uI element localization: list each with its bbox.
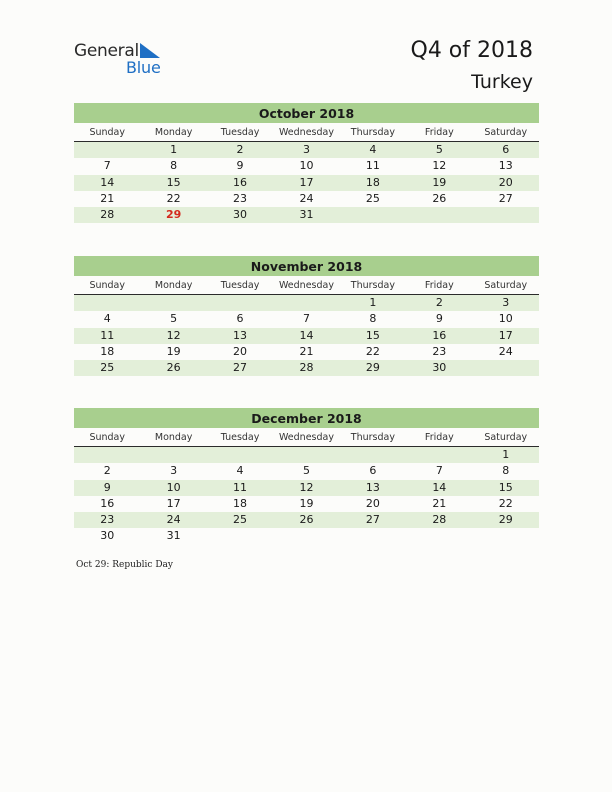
weekday-label: Sunday <box>89 432 125 443</box>
day-cell: 25 <box>365 191 380 205</box>
day-cell: 4 <box>236 464 244 478</box>
weekday-label: Friday <box>424 127 454 138</box>
day-cell: 4 <box>103 312 111 326</box>
day-cell: 2 <box>103 464 111 478</box>
day-cell: 10 <box>299 159 314 173</box>
day-cell: 3 <box>502 296 510 309</box>
weekday-label: Saturday <box>484 432 528 443</box>
month-header: December 2018 <box>74 408 539 428</box>
day-cell: 27 <box>365 513 380 527</box>
month-november <box>74 256 539 376</box>
day-cell: 1 <box>502 448 510 461</box>
day-cell: 29 <box>165 208 182 222</box>
empty-day-cell <box>74 447 140 463</box>
week-row <box>74 328 539 344</box>
weekday-label: Thursday <box>350 280 395 291</box>
week-row <box>74 295 539 311</box>
day-cell: 6 <box>369 464 377 478</box>
empty-day-cell <box>340 528 406 544</box>
empty-day-cell <box>473 360 539 376</box>
day-cell: 3 <box>170 464 178 478</box>
empty-day-cell <box>473 207 539 223</box>
day-cell: 7 <box>435 464 443 478</box>
weekday-label: Sunday <box>89 280 125 291</box>
day-cell: 1 <box>170 143 178 156</box>
day-cell: 23 <box>432 344 447 358</box>
weekday-header-row <box>74 124 539 142</box>
day-cell: 16 <box>100 496 115 510</box>
week-row <box>74 463 539 479</box>
day-cell: 22 <box>365 344 380 358</box>
day-cell: 14 <box>299 328 314 342</box>
empty-day-cell <box>273 447 339 463</box>
day-cell: 9 <box>236 159 244 173</box>
day-cell: 6 <box>236 312 244 326</box>
day-cell: 13 <box>498 159 513 173</box>
empty-day-cell <box>207 295 273 311</box>
empty-day-cell <box>140 295 206 311</box>
week-row <box>74 142 539 158</box>
day-cell: 14 <box>432 480 447 494</box>
day-cell: 1 <box>369 296 377 309</box>
weekday-label: Wednesday <box>278 280 334 291</box>
week-row <box>74 496 539 512</box>
month-october <box>74 103 539 223</box>
day-cell: 15 <box>365 328 380 342</box>
day-cell: 16 <box>233 175 248 189</box>
day-cell: 21 <box>299 344 314 358</box>
day-cell: 7 <box>103 159 111 173</box>
day-cell: 2 <box>435 296 443 309</box>
weekday-header-row <box>74 277 539 295</box>
weekday-header-row <box>74 429 539 447</box>
day-cell: 30 <box>233 208 248 222</box>
day-cell: 15 <box>166 175 181 189</box>
day-cell: 8 <box>170 159 178 173</box>
empty-day-cell <box>273 295 339 311</box>
empty-day-cell <box>273 528 339 544</box>
page-subtitle: Turkey <box>471 71 533 93</box>
day-cell: 18 <box>100 344 115 358</box>
day-cell: 5 <box>170 312 178 326</box>
day-cell: 10 <box>166 480 181 494</box>
day-cell: 2 <box>236 143 244 156</box>
weekday-label: Friday <box>424 280 454 291</box>
week-row <box>74 311 539 327</box>
week-row <box>74 175 539 191</box>
weekday-label: Friday <box>424 432 454 443</box>
empty-day-cell <box>406 207 472 223</box>
day-cell: 14 <box>100 175 115 189</box>
day-cell: 8 <box>369 312 377 326</box>
empty-day-cell <box>340 447 406 463</box>
day-cell: 18 <box>233 496 248 510</box>
day-cell: 23 <box>100 513 115 527</box>
day-cell: 9 <box>435 312 443 326</box>
weekday-label: Wednesday <box>278 127 334 138</box>
weekday-label: Sunday <box>89 127 125 138</box>
empty-day-cell <box>140 447 206 463</box>
day-cell: 19 <box>432 175 447 189</box>
day-cell: 25 <box>100 361 115 375</box>
day-cell: 21 <box>100 191 115 205</box>
month-header: November 2018 <box>74 256 539 276</box>
week-row <box>74 480 539 496</box>
day-cell: 30 <box>100 529 115 543</box>
day-cell: 24 <box>498 344 513 358</box>
week-row <box>74 158 539 174</box>
logo-triangle-icon <box>140 43 162 59</box>
day-cell: 10 <box>498 312 513 326</box>
day-cell: 23 <box>233 191 248 205</box>
week-row <box>74 207 539 223</box>
day-cell: 4 <box>369 143 377 156</box>
day-cell: 11 <box>100 328 115 342</box>
empty-day-cell <box>74 142 140 158</box>
month-header: October 2018 <box>74 103 539 123</box>
day-cell: 8 <box>502 464 510 478</box>
weekday-label: Monday <box>154 127 193 138</box>
day-cell: 17 <box>166 496 181 510</box>
day-cell: 6 <box>502 143 510 156</box>
day-cell: 16 <box>432 328 447 342</box>
day-cell: 19 <box>166 344 181 358</box>
empty-day-cell <box>74 295 140 311</box>
day-cell: 24 <box>299 191 314 205</box>
day-cell: 28 <box>432 513 447 527</box>
logo-general-text: General <box>74 41 139 61</box>
day-cell: 26 <box>299 513 314 527</box>
weekday-label: Tuesday <box>220 280 260 291</box>
day-cell: 15 <box>498 480 513 494</box>
week-row <box>74 528 539 544</box>
day-cell: 9 <box>103 480 111 494</box>
day-cell: 18 <box>365 175 380 189</box>
weekday-label: Thursday <box>350 127 395 138</box>
page-title: Q4 of 2018 <box>410 38 533 63</box>
day-cell: 5 <box>435 143 443 156</box>
day-cell: 7 <box>302 312 310 326</box>
day-cell: 28 <box>299 361 314 375</box>
day-cell: 29 <box>498 513 513 527</box>
day-cell: 12 <box>299 480 314 494</box>
week-row <box>74 512 539 528</box>
day-cell: 17 <box>299 175 314 189</box>
day-cell: 11 <box>365 159 380 173</box>
logo-blue-text: Blue <box>126 58 161 77</box>
weekday-label: Wednesday <box>278 432 334 443</box>
day-cell: 22 <box>166 191 181 205</box>
week-row <box>74 191 539 207</box>
day-cell: 22 <box>498 496 513 510</box>
weekday-label: Tuesday <box>220 432 260 443</box>
weekday-label: Monday <box>154 432 193 443</box>
weekday-label: Saturday <box>484 127 528 138</box>
empty-day-cell <box>473 528 539 544</box>
empty-day-cell <box>406 447 472 463</box>
holiday-notes: Oct 29: Republic Day <box>76 560 173 570</box>
empty-day-cell <box>406 528 472 544</box>
empty-day-cell <box>340 207 406 223</box>
day-cell: 31 <box>299 208 314 222</box>
day-cell: 12 <box>432 159 447 173</box>
empty-day-cell <box>207 447 273 463</box>
weekday-label: Tuesday <box>220 127 260 138</box>
day-cell: 5 <box>302 464 310 478</box>
day-cell: 26 <box>166 361 181 375</box>
day-cell: 27 <box>233 361 248 375</box>
week-row <box>74 447 539 463</box>
weekday-label: Thursday <box>350 432 395 443</box>
day-cell: 27 <box>498 191 513 205</box>
weekday-label: Monday <box>154 280 193 291</box>
day-cell: 30 <box>432 361 447 375</box>
day-cell: 25 <box>233 513 248 527</box>
brand-logo <box>74 41 174 77</box>
day-cell: 3 <box>302 143 310 156</box>
day-cell: 21 <box>432 496 447 510</box>
day-cell: 19 <box>299 496 314 510</box>
week-row <box>74 344 539 360</box>
week-row <box>74 360 539 376</box>
day-cell: 11 <box>233 480 248 494</box>
month-december <box>74 408 539 545</box>
day-cell: 13 <box>365 480 380 494</box>
day-cell: 20 <box>365 496 380 510</box>
day-cell: 17 <box>498 328 513 342</box>
day-cell: 28 <box>100 208 115 222</box>
day-cell: 12 <box>166 328 181 342</box>
day-cell: 20 <box>233 344 248 358</box>
weekday-label: Saturday <box>484 280 528 291</box>
empty-day-cell <box>207 528 273 544</box>
day-cell: 24 <box>166 513 181 527</box>
day-cell: 29 <box>365 361 380 375</box>
day-cell: 26 <box>432 191 447 205</box>
day-cell: 31 <box>166 529 181 543</box>
day-cell: 20 <box>498 175 513 189</box>
day-cell: 13 <box>233 328 248 342</box>
